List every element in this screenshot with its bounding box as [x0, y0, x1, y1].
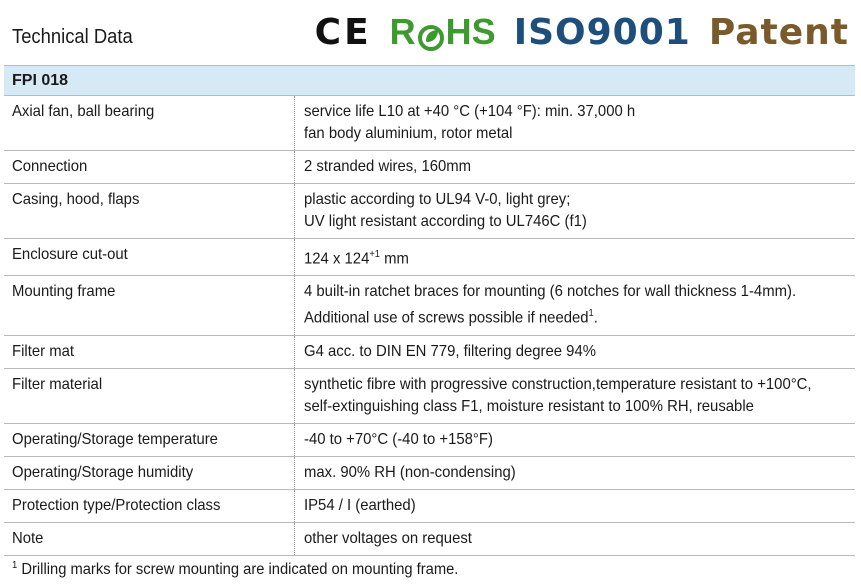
row-label: Enclosure cut-out [12, 246, 128, 263]
row-value: 2 stranded wires, 160mm [304, 158, 472, 175]
footnote-mark: 1 [12, 560, 18, 571]
row-label: Filter mat [12, 342, 75, 360]
rohs-logo [390, 11, 496, 53]
row-label: Protection type/Protection class [12, 496, 221, 514]
table-row [4, 522, 855, 555]
table-row [4, 276, 855, 335]
row-value: 4 built-in ratchet braces for mounting (6 notches for wall thickness 1-4mm). [304, 283, 797, 301]
row-value: IP54 / I (earthed) [304, 496, 416, 514]
table-row [4, 96, 855, 151]
model-header-row [4, 66, 855, 96]
table-row [4, 489, 855, 522]
row-label: Mounting frame [12, 283, 116, 301]
table-row [4, 456, 855, 489]
row-label: Filter material [12, 375, 103, 393]
footnote [12, 560, 482, 579]
table-row [4, 151, 855, 184]
footnote-text: Drilling marks for screw mounting are indicated on mounting frame. [17, 561, 459, 579]
technical-data-table [4, 65, 855, 556]
ce-mark-logo: CE [314, 11, 372, 53]
tolerance-superscript: +1 [369, 249, 380, 260]
row-label: Note [12, 529, 44, 547]
row-value: other voltages on request [304, 529, 472, 547]
iso9001-logo: ISO9001 [513, 11, 691, 53]
row-value: 124 x $124^{+1}$ mm [304, 249, 409, 268]
row-value: G4 acc. to DIN EN 779, filtering degree 94% [304, 342, 596, 360]
row-label: Operating/Storage temperature [12, 430, 218, 448]
row-value: service life L10 at +40 °C (+104 °F): min. 37,000 h [304, 103, 636, 120]
rohs-r: R [389, 11, 416, 52]
table-row [4, 368, 855, 423]
row-label: Casing, hood, flaps [12, 191, 140, 208]
row-label: Connection [12, 158, 88, 175]
table-row [4, 423, 855, 456]
row-value: plastic according to UL94 V-0, light grey; [304, 191, 571, 208]
row-label: Operating/Storage humidity [12, 463, 194, 481]
rohs-hs: HS [445, 11, 496, 52]
patent-logo: Patent [708, 11, 849, 53]
table-row [4, 239, 855, 276]
header [0, 0, 861, 64]
table-row [4, 184, 855, 239]
certification-logos [315, 10, 849, 54]
row-value: fan body aluminium, rotor metal [304, 125, 513, 142]
table-row [4, 335, 855, 368]
model-name: FPI 018 [4, 66, 855, 96]
row-label: Axial fan, ball bearing [12, 103, 155, 120]
leaf-icon [417, 18, 445, 46]
page-title: Technical Data [12, 26, 133, 48]
row-value: UV light resistant according to UL746C (f1) [304, 213, 587, 230]
row-value: max. 90% RH (non-condensing) [304, 463, 516, 481]
footnote-reference: 1 [588, 308, 594, 320]
row-value: synthetic fibre with progressive construction,temperature resistant to +100°C, [304, 375, 812, 393]
row-value: Additional use of screws possible if needed$^1$. [304, 308, 598, 327]
row-value: self-extinguishing class F1, moisture resistant to 100% RH, reusable [304, 397, 754, 415]
row-value: -40 to +70°C (-40 to +158°F) [304, 430, 493, 448]
